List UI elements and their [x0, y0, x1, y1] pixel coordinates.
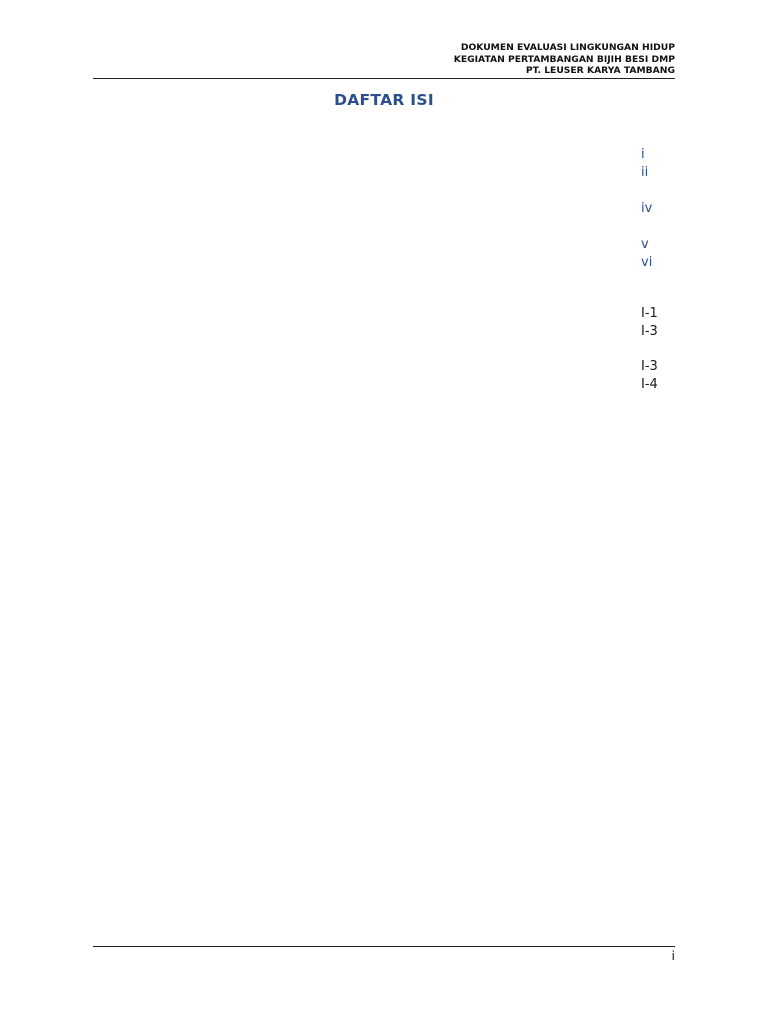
footer-page-number: i: [671, 948, 675, 963]
toc-entry-page: I-1: [641, 306, 658, 321]
header-line-3: PT. LEUSER KARYA TAMBANG: [525, 65, 675, 76]
toc-entry-page: vi: [641, 255, 653, 270]
header-line-2: KEGIATAN PERTAMBANGAN BIJIH BESI DMP: [453, 53, 675, 65]
toc-entry-page: ii: [641, 165, 649, 180]
toc-entry-page: I-4: [641, 377, 658, 392]
footer-divider: [93, 946, 675, 947]
toc-entry-page: i: [641, 147, 645, 162]
page-title: DAFTAR ISI: [334, 91, 434, 109]
document-header: [454, 42, 675, 77]
toc-entry-page: I-3: [641, 324, 658, 339]
toc-entry-page: I-3: [641, 359, 658, 374]
header-divider: [93, 78, 675, 79]
toc-entry-page: v: [641, 237, 649, 252]
toc-entry-page: iv: [641, 201, 653, 216]
header-line-1: DOKUMEN EVALUASI LINGKUNGAN HIDUP: [460, 42, 675, 53]
